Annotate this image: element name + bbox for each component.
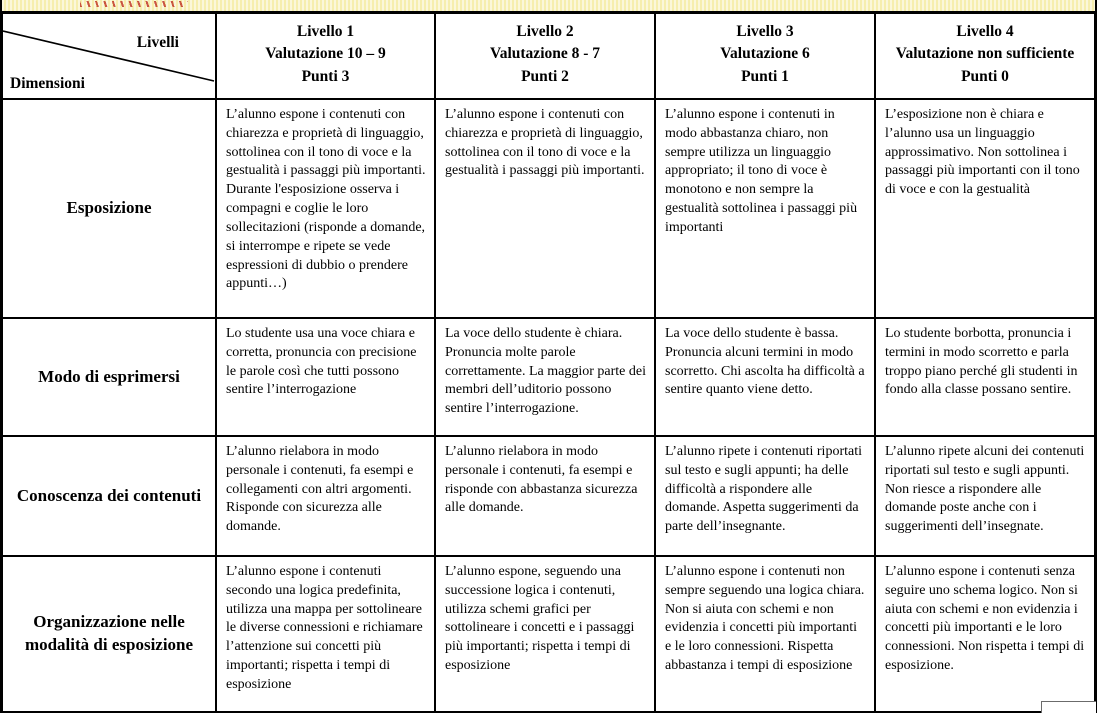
column-header-livello-1 [217, 14, 436, 100]
cell-organizzazione-livello-2: L’alunno espone, seguendo una successione logica i contenuti, utilizza schemi grafici per sottolineare i concetti e i passaggi più importanti; rispetta i tempi di esposizione [436, 557, 656, 713]
column-header-livello-3 [656, 14, 876, 100]
cell-organizzazione-livello-1: L’alunno espone i contenuti secondo una logica predefinita, utilizza una mappa per sottolineare le diverse connessioni e richiamare l’attenzione sui concetti più importanti; rispetta i tempi di esposizione [217, 557, 436, 713]
column-header-livello-2 [436, 14, 656, 100]
row-label-esposizione: Esposizione [3, 100, 217, 319]
cell-esposizione-livello-4: L’esposizione non è chiara e l’alunno usa un linguaggio approssimativo. Non sottolinea i passaggi più importanti con il tono di voce e con la gestualità [876, 100, 1094, 319]
header-line: Punti 3 [301, 67, 350, 85]
cell-conoscenza-livello-2: L’alunno rielabora in modo personale i contenuti, fa esempi e risponde con abbastanza sicurezza alle domande. [436, 437, 656, 557]
cell-modo-livello-2: La voce dello studente è chiara. Pronuncia molte parole correttamente. La maggior parte dei membri dell’uditorio possono sentire l’interrogazione. [436, 319, 656, 437]
corner-header-cell [3, 14, 217, 100]
row-label-modo-di-esprimersi: Modo di esprimersi [3, 319, 217, 437]
red-scribble-artifact [80, 1, 188, 7]
cell-esposizione-livello-2: L’alunno espone i contenuti con chiarezza e proprietà di linguaggio, sottolinea con il tono di voce e la gestualità i passaggi più importanti. [436, 100, 656, 319]
header-line: Livello 4 [956, 23, 1014, 40]
corner-label-livelli: Livelli [136, 34, 179, 51]
cell-esposizione-livello-3: L’alunno espone i contenuti in modo abbastanza chiaro, non sempre utilizza un linguaggio appropriato; il tono di voce è monotono e non sempre la gestualità sottolinea i passaggi più importanti [656, 100, 876, 319]
header-line: Punti 2 [521, 67, 569, 85]
header-line: Valutazione non sufficiente [895, 45, 1075, 63]
cell-esposizione-livello-1: L’alunno espone i contenuti con chiarezza e proprietà di linguaggio, sottolinea con il tono di voce e la gestualità i passaggi più importanti. Durante l'esposizione osserva i compagni e coglie le loro sollecitazioni (risponde a domande, si interrompe e ripete se vede espressioni di dubbio o prendere appunti…) [217, 100, 436, 319]
cell-modo-livello-1: Lo studente usa una voce chiara e corretta, pronuncia con precisione le parole così che tutti possono sentire l’interrogazione [217, 319, 436, 437]
cell-conoscenza-livello-3: L’alunno ripete i contenuti riportati sul testo e sugli appunti; ha delle difficoltà a rispondere alle domande. Aspetta suggerimenti da parte dell’insegnante. [656, 437, 876, 557]
cell-organizzazione-livello-4: L’alunno espone i contenuti senza seguire uno schema logico. Non si aiuta con schemi e non evidenzia i concetti più importanti e le loro connessioni. Non rispetta i tempi di esposizione. [876, 557, 1094, 713]
header-line: Livello 1 [296, 23, 355, 40]
partial-ui-box-bottom-right [1041, 701, 1096, 713]
corner-label-dimensioni: Dimensioni [10, 75, 85, 92]
header-line: Valutazione 8 - 7 [489, 45, 601, 63]
cell-conoscenza-livello-4: L’alunno ripete alcuni dei contenuti riportati sul testo e sugli appunti. Non riesce a rispondere alle domande poste anche con i suggerimenti dell’insegnate. [876, 437, 1094, 557]
row-label-organizzazione: Organizzazione nelle modalità di esposizione [3, 557, 217, 713]
header-line: Livello 2 [516, 23, 574, 40]
header-line: Punti 0 [961, 67, 1009, 85]
cell-conoscenza-livello-1: L’alunno rielabora in modo personale i contenuti, fa esempi e collegamenti con altri argomenti. Risponde con sicurezza alle domande. [217, 437, 436, 557]
cell-modo-livello-3: La voce dello studente è bassa. Pronuncia alcuni termini in modo scorretto. Chi ascolta ha difficoltà a sentire quanto viene detto. [656, 319, 876, 437]
header-line: Valutazione 10 – 9 [265, 45, 386, 63]
evaluation-rubric-table [0, 11, 1097, 713]
column-header-livello-4 [876, 14, 1094, 100]
cell-modo-livello-4: Lo studente borbotta, pronuncia i termini in modo scorretto e parla troppo piano perché gli studenti in fondo alla classe possano sentire. [876, 319, 1094, 437]
yellow-highlight-strip [0, 0, 1097, 11]
row-label-conoscenza-dei-contenuti: Conoscenza dei contenuti [3, 437, 217, 557]
cell-organizzazione-livello-3: L’alunno espone i contenuti non sempre seguendo una logica chiara. Non si aiuta con schemi e non evidenzia i concetti più importanti e le loro connessioni. Rispetta abbastanza i tempi di esposizione [656, 557, 876, 713]
header-line: Livello 3 [736, 23, 794, 40]
header-line: Valutazione 6 [720, 45, 810, 63]
header-line: Punti 1 [741, 67, 789, 85]
